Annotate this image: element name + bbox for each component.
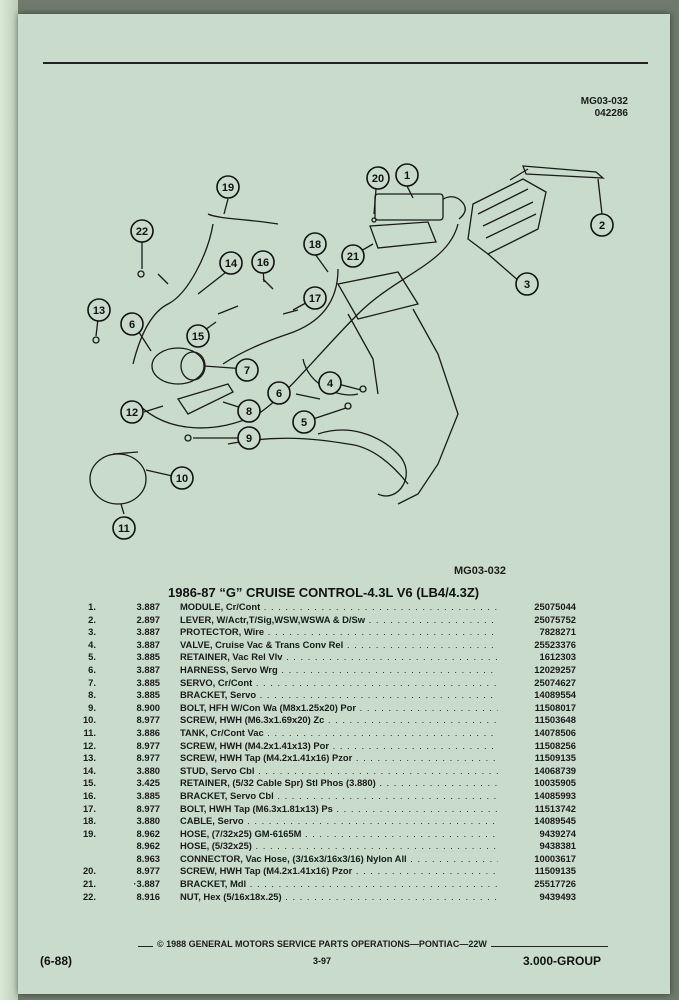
svg-text:20: 20 xyxy=(371,173,385,185)
item-number: 6. xyxy=(88,663,96,675)
group-number: 2.897 xyxy=(136,613,160,625)
item-number: 1. xyxy=(88,601,96,612)
reference-code: MG03-032 xyxy=(580,96,628,107)
group-number: 3.880 xyxy=(136,764,160,776)
part-description: BRACKET, Mdl . . . xyxy=(180,878,540,889)
item-number: 13. xyxy=(82,752,96,764)
parts-table xyxy=(78,601,578,903)
diagram-drawing xyxy=(90,166,606,514)
group-number: 3.425 xyxy=(136,777,160,789)
parts-row xyxy=(78,803,578,816)
parts-row xyxy=(78,777,578,790)
footer-copyright: © 1988 GENERAL MOTORS SERVICE PARTS OPERATIONS—PONTIAC—22W xyxy=(153,939,491,949)
part-number: 14085993 xyxy=(498,790,576,801)
group-number: 8.963 xyxy=(136,852,160,864)
callout-6a xyxy=(268,382,290,404)
part-description: BOLT, HWH Tap (M6.3x1.81x13) Ps . . . xyxy=(180,803,540,814)
item-number: 3. xyxy=(88,626,96,638)
tank-part xyxy=(90,454,146,504)
footer-revision-date: (6-88) xyxy=(40,954,73,968)
svg-text:13: 13 xyxy=(92,305,106,317)
part-number: 14089545 xyxy=(498,815,576,826)
part-number: 25523376 xyxy=(498,639,576,650)
item-number: 2. xyxy=(88,613,96,625)
callout-22 xyxy=(131,220,153,242)
group-number: ·3.887 xyxy=(133,878,160,890)
part-number: 12029257 xyxy=(498,664,576,675)
part-number: 14078506 xyxy=(498,727,576,738)
svg-text:6: 6 xyxy=(128,319,136,331)
item-number: 19. xyxy=(82,827,96,839)
group-number: 8.977 xyxy=(136,802,160,814)
callout-20 xyxy=(367,167,389,189)
part-description: BRACKET, Servo . . . xyxy=(180,689,540,700)
svg-text:3: 3 xyxy=(523,279,531,291)
group-number: 8.977 xyxy=(136,739,160,751)
part-description: SCREW, HWH (M4.2x1.41x13) Por . . . xyxy=(180,740,540,751)
part-number: 25075752 xyxy=(498,614,576,625)
diagram-label: MG03-032 xyxy=(454,565,506,577)
svg-text:19: 19 xyxy=(221,182,235,194)
part-number: 14068739 xyxy=(498,765,576,776)
part-number: 7828271 xyxy=(498,626,576,637)
part-number: 25517726 xyxy=(498,878,576,889)
parts-row xyxy=(78,878,578,891)
part-number: 14089554 xyxy=(498,689,576,700)
callout-6b xyxy=(121,313,143,335)
footer-group: 3.000-GROUP xyxy=(523,954,602,968)
svg-text:16: 16 xyxy=(256,257,270,269)
cable-part xyxy=(223,269,338,364)
callout-7 xyxy=(236,359,258,381)
callout-9 xyxy=(238,427,260,449)
svg-text:22: 22 xyxy=(135,226,149,238)
hose-part xyxy=(208,214,278,224)
svg-text:17: 17 xyxy=(308,293,322,305)
svg-text:15: 15 xyxy=(191,331,205,343)
group-number: 3.887 xyxy=(136,663,160,675)
group-number: 3.886 xyxy=(136,726,160,738)
part-number: 9439493 xyxy=(498,891,576,902)
engine-part xyxy=(338,272,418,319)
part-description: STUD, Servo Cbl . . . xyxy=(180,765,540,776)
callout-11 xyxy=(113,517,135,539)
group-number: 8.977 xyxy=(136,752,160,764)
svg-text:12: 12 xyxy=(125,407,139,419)
part-description: LEVER, W/Actr,T/Sig,WSW,WSWA & D/Sw . . . xyxy=(180,614,540,625)
item-number: 15. xyxy=(82,777,96,789)
group-number: 3.885 xyxy=(136,789,160,801)
part-number: 11513742 xyxy=(498,803,576,814)
svg-text:10: 10 xyxy=(175,473,189,485)
parts-row xyxy=(78,828,578,841)
item-number: 16. xyxy=(82,789,96,801)
svg-text:14: 14 xyxy=(224,258,238,270)
servo-part xyxy=(152,348,204,384)
svg-text:5: 5 xyxy=(300,417,308,429)
group-number: 3.885 xyxy=(136,689,160,701)
part-number: 25074627 xyxy=(498,677,576,688)
item-number: 17. xyxy=(82,802,96,814)
parts-row xyxy=(78,714,578,727)
parts-row xyxy=(78,601,578,614)
reference-date: 042286 xyxy=(594,108,628,119)
part-description: CABLE, Servo . . . xyxy=(180,815,540,826)
callout-13 xyxy=(88,299,110,321)
parts-row xyxy=(78,664,578,677)
callout-10 xyxy=(171,467,193,489)
svg-text:4: 4 xyxy=(326,378,334,390)
part-number: 9438381 xyxy=(498,840,576,851)
callout-8 xyxy=(238,400,260,422)
callout-17 xyxy=(304,287,326,309)
part-description: HOSE, (7/32x25) GM-6165M . . . xyxy=(180,828,540,839)
part-number: 10035905 xyxy=(498,777,576,788)
item-number: 14. xyxy=(82,764,96,776)
part-description: TANK, Cr/Cont Vac . . . xyxy=(180,727,540,738)
parts-row xyxy=(78,677,578,690)
group-number: 8.977 xyxy=(136,865,160,877)
part-description: NUT, Hex (5/16x18x.25) . . . xyxy=(180,891,540,902)
parts-row xyxy=(78,727,578,740)
group-number: 8.900 xyxy=(136,701,160,713)
group-number: 3.885 xyxy=(136,676,160,688)
servo-bracket-part xyxy=(178,384,233,414)
parts-row xyxy=(78,853,578,866)
part-number: 9439274 xyxy=(498,828,576,839)
page-number: 3-97 xyxy=(313,956,332,966)
callout-1 xyxy=(396,164,418,186)
parts-row xyxy=(78,740,578,753)
group-number: 8.977 xyxy=(136,714,160,726)
item-number: 9. xyxy=(88,701,96,713)
item-number: 20. xyxy=(82,865,96,877)
part-description: RETAINER, (5/32 Cable Spr) Stl Phos (3.880) . . . xyxy=(180,777,540,788)
callout-21 xyxy=(342,245,364,267)
part-description: BRACKET, Servo Cbl . . . xyxy=(180,790,540,801)
lever-part xyxy=(523,166,603,178)
svg-text:7: 7 xyxy=(243,365,251,377)
item-number: 11. xyxy=(83,726,96,738)
part-description: MODULE, Cr/Cont . . . xyxy=(180,601,540,612)
parts-row xyxy=(78,815,578,828)
group-number: 8.962 xyxy=(136,827,160,839)
callout-5 xyxy=(293,411,315,433)
item-number: 12. xyxy=(82,739,96,751)
parts-row xyxy=(78,702,578,715)
part-number: 11509135 xyxy=(498,865,576,876)
parts-row xyxy=(78,651,578,664)
callout-18 xyxy=(304,233,326,255)
svg-text:21: 21 xyxy=(346,251,360,263)
part-description: SCREW, HWH Tap (M4.2x1.41x16) Pzor . . . xyxy=(180,865,540,876)
part-number: 25075044 xyxy=(498,601,576,612)
part-description: BOLT, HFH W/Con Wa (M8x1.25x20) Por . . . xyxy=(180,702,540,713)
svg-text:9: 9 xyxy=(245,433,253,445)
part-number: 1612303 xyxy=(498,651,576,662)
svg-text:18: 18 xyxy=(308,239,322,251)
catalog-page xyxy=(18,14,670,994)
parts-table-title: 1986-87 “G” CRUISE CONTROL-4.3L V6 (LB4/4.3Z) xyxy=(168,585,480,600)
parts-row xyxy=(78,765,578,778)
group-number: 3.887 xyxy=(136,638,160,650)
parts-row xyxy=(78,689,578,702)
part-description: PROTECTOR, Wire . . . xyxy=(180,626,540,637)
group-number: 3.885 xyxy=(136,651,160,663)
callout-19 xyxy=(217,176,239,198)
parts-row xyxy=(78,891,578,904)
item-number: 21. xyxy=(82,878,96,890)
book-binding-edge xyxy=(0,0,18,1000)
part-description: RETAINER, Vac Rel Vlv . . . xyxy=(180,651,540,662)
part-number: 11508017 xyxy=(498,702,576,713)
svg-text:6: 6 xyxy=(275,388,283,400)
part-description: SERVO, Cr/Cont . . . xyxy=(180,677,540,688)
callout-15 xyxy=(187,325,209,347)
item-number: 5. xyxy=(88,651,96,663)
callout-16 xyxy=(252,251,274,273)
svg-text:8: 8 xyxy=(245,406,253,418)
parts-row xyxy=(78,840,578,853)
part-description: VALVE, Cruise Vac & Trans Conv Rel . . . xyxy=(180,639,540,650)
parts-row xyxy=(78,865,578,878)
part-description: SCREW, HWH (M6.3x1.69x20) Zc . . . xyxy=(180,714,540,725)
group-number: 3.880 xyxy=(136,815,160,827)
parts-row xyxy=(78,752,578,765)
exploded-parts-diagram xyxy=(18,14,670,574)
part-number: 11508256 xyxy=(498,740,576,751)
part-description: CONNECTOR, Vac Hose, (3/16x3/16x3/16) Nylon All . . . xyxy=(180,853,540,864)
part-number: 10003617 xyxy=(498,853,576,864)
callout-2 xyxy=(591,214,613,236)
module-part xyxy=(375,194,443,220)
group-number: 3.887 xyxy=(136,626,160,638)
part-description: HOSE, (5/32x25) . . . xyxy=(180,840,540,851)
item-number: 22. xyxy=(82,890,96,902)
parts-row xyxy=(78,790,578,803)
item-number: 8. xyxy=(88,689,96,701)
part-description: HARNESS, Servo Wrg . . . xyxy=(180,664,540,675)
part-number: 11509135 xyxy=(498,752,576,763)
group-number: 8.916 xyxy=(136,890,160,902)
svg-text:1: 1 xyxy=(403,170,411,182)
part-number: 11503648 xyxy=(498,714,576,725)
harness-wire xyxy=(135,224,458,428)
parts-row xyxy=(78,639,578,652)
callout-12 xyxy=(121,401,143,423)
item-number: 18. xyxy=(82,815,96,827)
item-number: 7. xyxy=(88,676,96,688)
parts-row xyxy=(78,614,578,627)
svg-text:11: 11 xyxy=(118,523,130,535)
item-number: 4. xyxy=(88,638,96,650)
protector-part xyxy=(468,179,546,254)
bracket-part xyxy=(370,222,436,248)
callout-14 xyxy=(220,252,242,274)
callout-3 xyxy=(516,273,538,295)
callout-4 xyxy=(319,372,341,394)
parts-row xyxy=(78,626,578,639)
group-number: 8.962 xyxy=(136,840,160,852)
group-number: 3.887 xyxy=(136,601,160,612)
part-description: SCREW, HWH Tap (M4.2x1.41x16) Pzor . . . xyxy=(180,752,540,763)
svg-text:2: 2 xyxy=(598,220,606,232)
item-number: 10. xyxy=(82,714,96,726)
